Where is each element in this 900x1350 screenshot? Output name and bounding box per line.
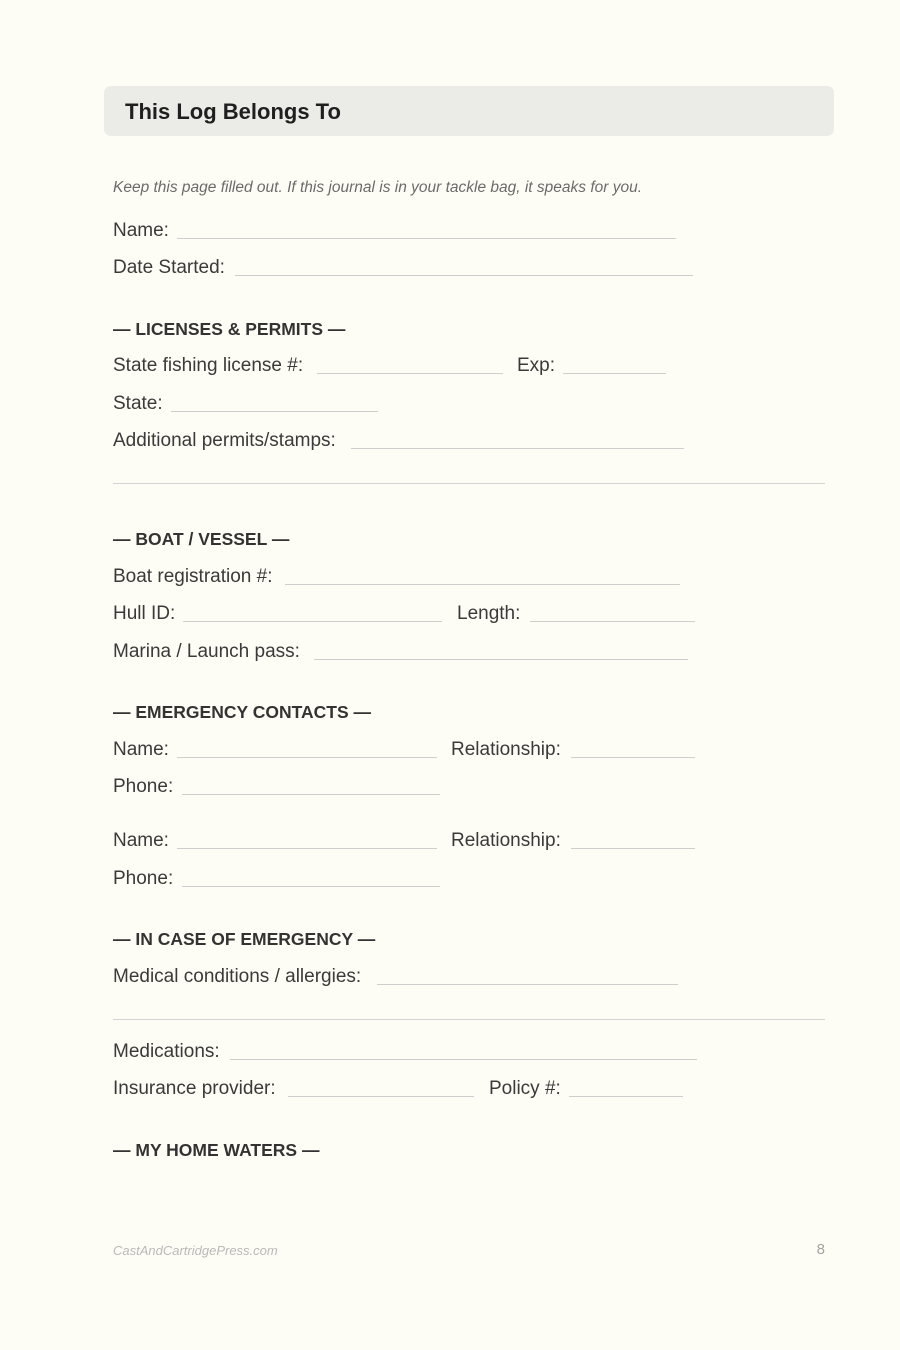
contact-2-phone-field[interactable] [182, 886, 440, 887]
policy-label: Policy #: [489, 1078, 561, 1099]
exp-label: Exp: [517, 355, 556, 376]
insurance-field[interactable] [288, 1096, 474, 1097]
home-waters-heading: — MY HOME WATERS — [113, 1140, 320, 1160]
page-title: This Log Belongs To [125, 99, 341, 124]
owner-name-label: Name: [113, 220, 169, 241]
insurance-label: Insurance provider: [113, 1078, 276, 1099]
contact-1-relationship-label: Relationship: [451, 739, 561, 760]
intro-text: Keep this page filled out. If this journal is in your tackle bag, it speaks for you. [113, 179, 643, 196]
license-field[interactable] [317, 373, 503, 374]
contact-2-phone-label: Phone: [113, 868, 174, 889]
boat-heading: — BOAT / VESSEL — [113, 529, 290, 549]
medical-field[interactable] [377, 984, 678, 985]
contact-1-name-label: Name: [113, 739, 169, 760]
marina-field[interactable] [314, 659, 688, 660]
medical-label: Medical conditions / allergies: [113, 966, 362, 987]
exp-field[interactable] [563, 373, 666, 374]
marina-label: Marina / Launch pass: [113, 641, 300, 662]
medications-label: Medications: [113, 1041, 220, 1062]
hull-id-field[interactable] [183, 621, 442, 622]
emergency-heading: — IN CASE OF EMERGENCY — [113, 929, 376, 949]
footer-website: CastAndCartridgePress.com [113, 1243, 278, 1258]
permits-field[interactable] [351, 448, 684, 449]
state-field[interactable] [171, 411, 378, 412]
date-started-label: Date Started: [113, 257, 225, 278]
owner-name-field[interactable] [177, 238, 676, 239]
policy-field[interactable] [569, 1096, 683, 1097]
boat-registration-label: Boat registration #: [113, 566, 273, 587]
contact-2-name-label: Name: [113, 830, 169, 851]
boat-registration-field[interactable] [285, 584, 680, 585]
contacts-heading: — EMERGENCY CONTACTS — [113, 702, 371, 722]
header-bar [104, 86, 834, 136]
license-label: State fishing license #: [113, 355, 304, 376]
permits-extra-line[interactable] [113, 483, 825, 484]
contact-1-phone-field[interactable] [182, 794, 440, 795]
state-label: State: [113, 393, 163, 414]
medical-extra-line[interactable] [113, 1019, 825, 1020]
contact-2-relationship-label: Relationship: [451, 830, 561, 851]
licenses-heading: — LICENSES & PERMITS — [113, 319, 346, 339]
contact-1-name-field[interactable] [177, 757, 437, 758]
contact-1-relationship-field[interactable] [571, 757, 695, 758]
permits-label: Additional permits/stamps: [113, 430, 336, 451]
length-label: Length: [457, 603, 521, 624]
medications-field[interactable] [230, 1059, 697, 1060]
contact-1-phone-label: Phone: [113, 776, 174, 797]
page-number: 8 [816, 1241, 825, 1258]
hull-id-label: Hull ID: [113, 603, 176, 624]
contact-2-relationship-field[interactable] [571, 848, 695, 849]
length-field[interactable] [530, 621, 695, 622]
date-started-field[interactable] [235, 275, 693, 276]
contact-2-name-field[interactable] [177, 848, 437, 849]
